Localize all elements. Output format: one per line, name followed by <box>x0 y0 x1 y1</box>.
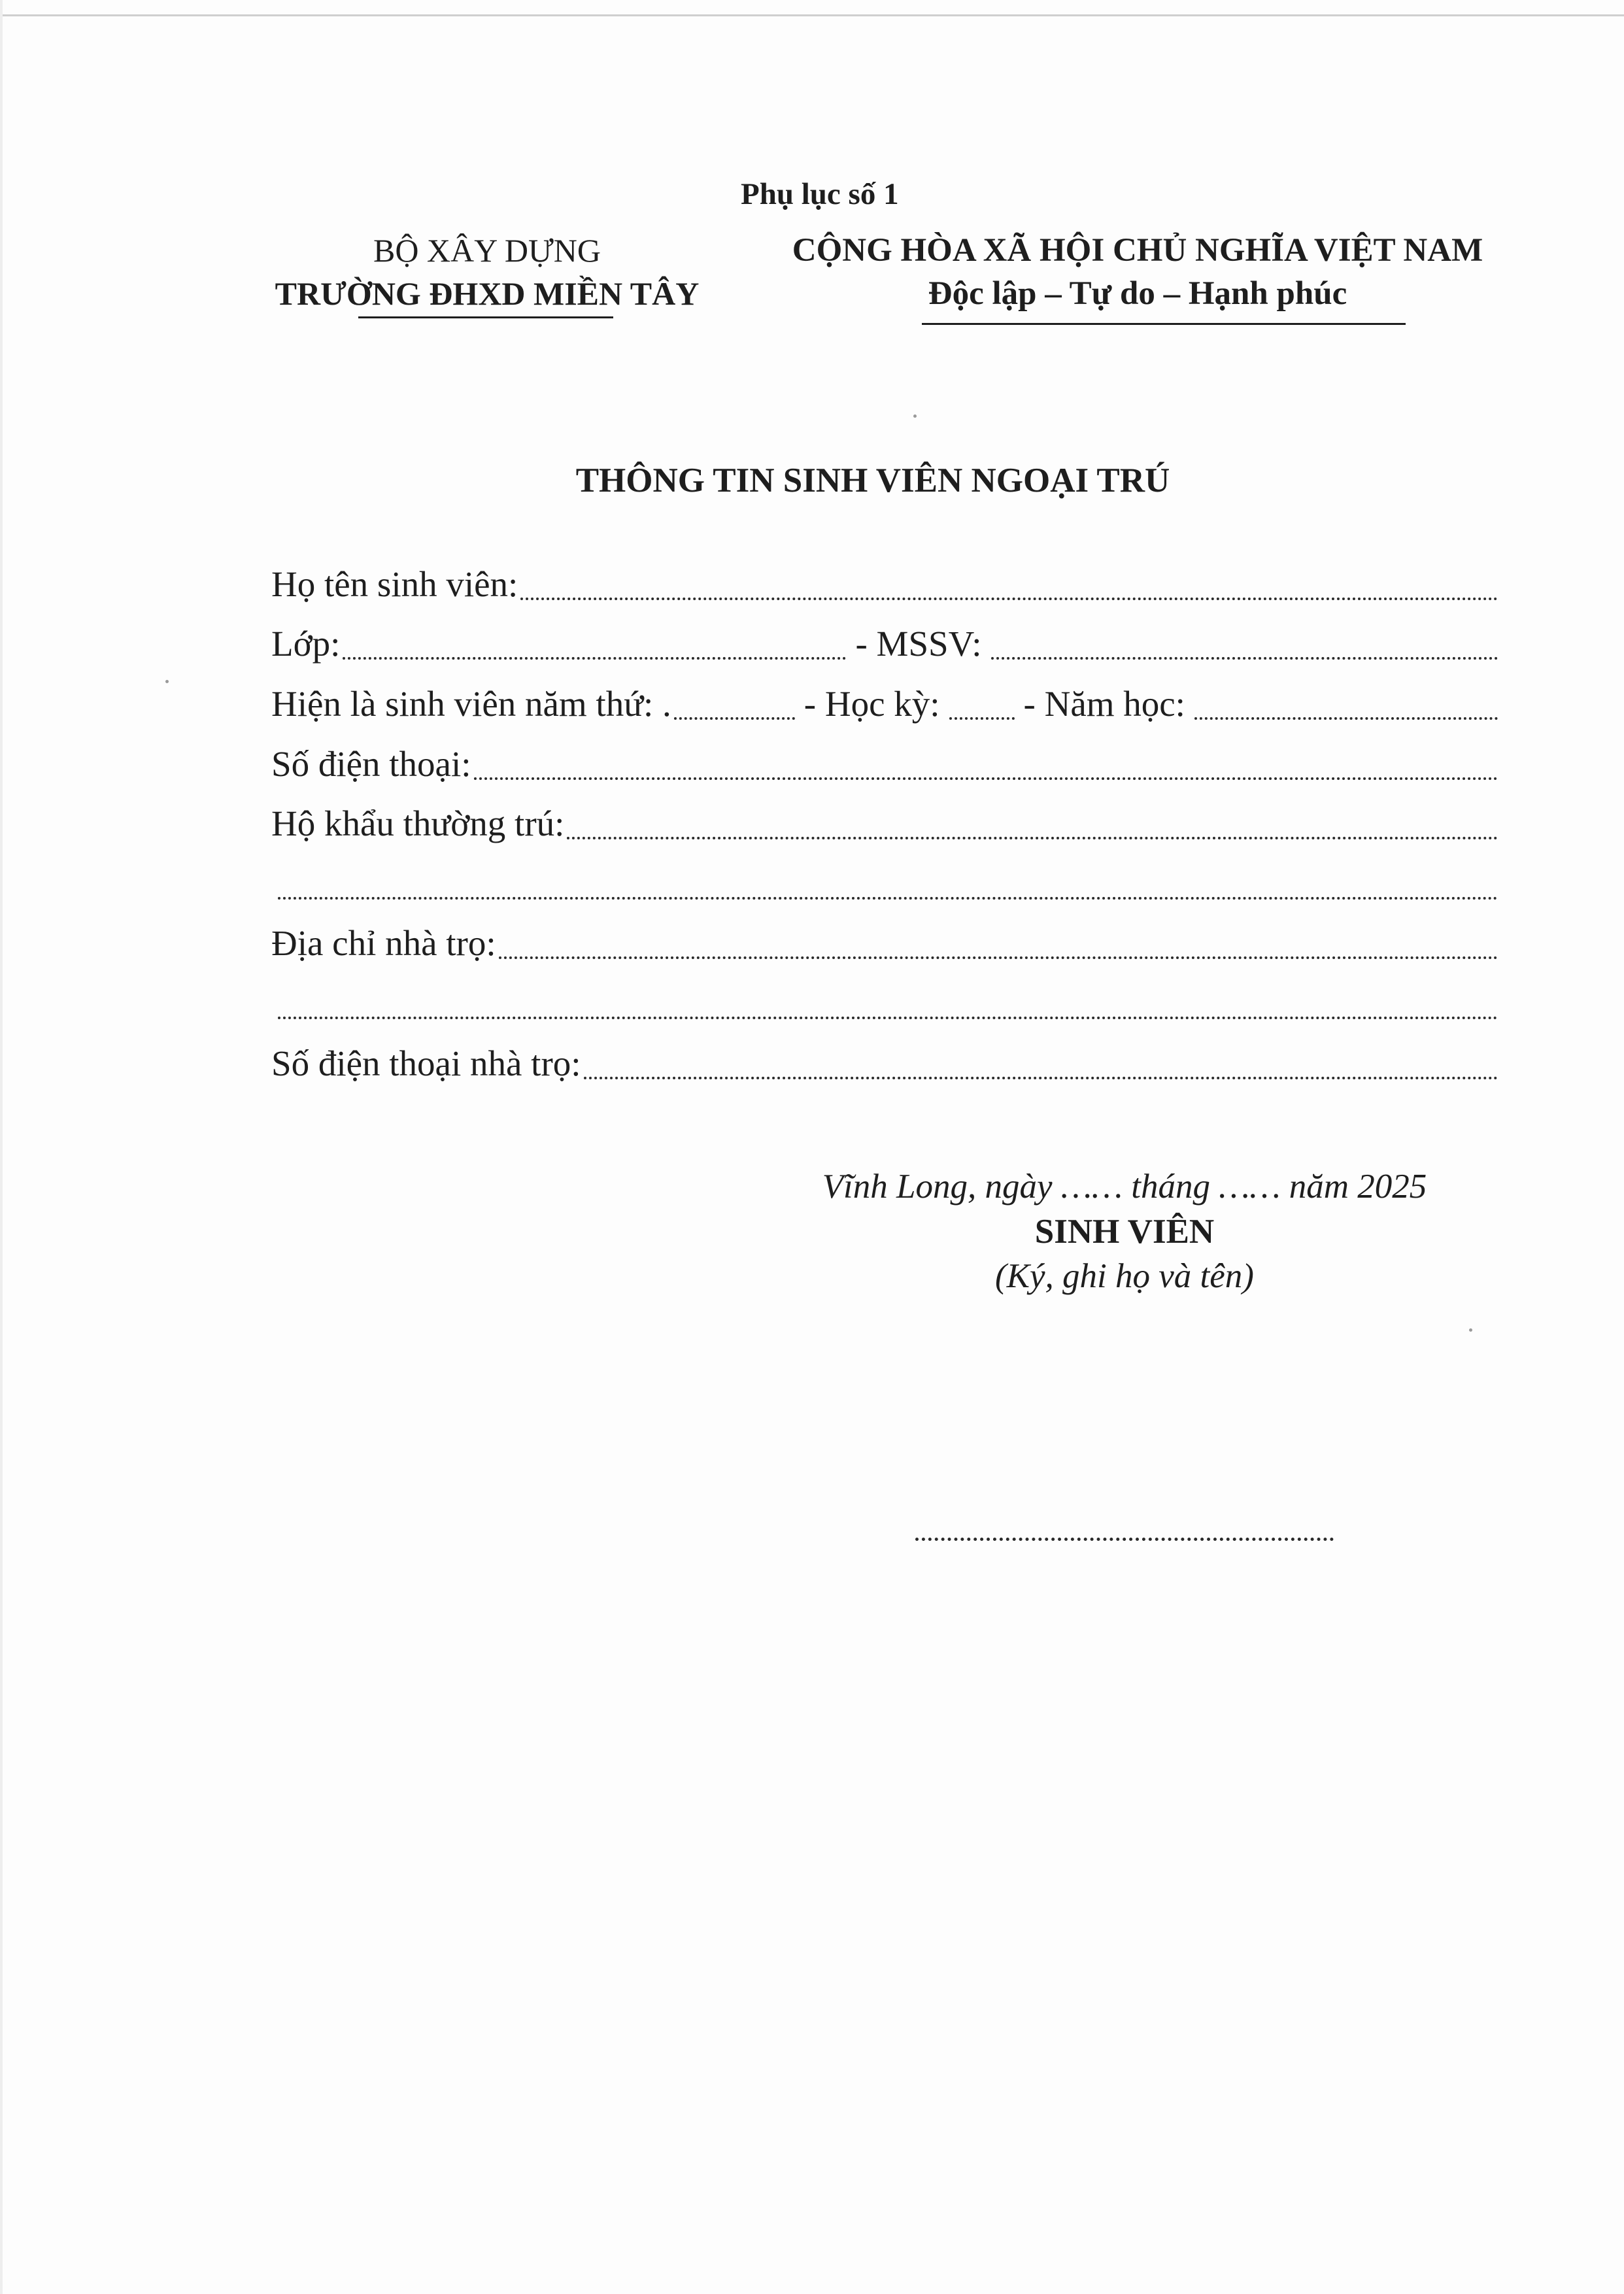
lodging-address-field-line-2[interactable] <box>278 1017 1498 1019</box>
issuer-header <box>252 229 722 315</box>
signature-role: SINH VIÊN <box>1034 1213 1215 1251</box>
scan-speck <box>1469 1328 1472 1332</box>
national-header <box>765 229 1510 315</box>
lodging-address-row-2 <box>271 983 1500 1028</box>
signature-date-line: Vĩnh Long, ngày …… tháng …… năm 2025 <box>822 1168 1427 1206</box>
student-id-field[interactable] <box>991 657 1498 660</box>
class-field[interactable] <box>343 657 846 660</box>
nation-name: CỘNG HÒA XÃ HỘI CHỦ NGHĨA VIỆT NAM <box>792 232 1483 269</box>
signature-block <box>752 1164 1497 1298</box>
phone-label: Số điện thoại: <box>271 744 471 784</box>
lodging-phone-label: Số điện thoại nhà trọ: <box>271 1043 581 1083</box>
form-title: THÔNG TIN SINH VIÊN NGOẠI TRÚ <box>575 462 1170 499</box>
scan-speck <box>913 414 917 418</box>
year-of-study-field[interactable] <box>674 717 795 720</box>
phone-row <box>271 743 1500 789</box>
phone-field[interactable] <box>474 777 1498 780</box>
academic-year-field[interactable] <box>1194 717 1498 720</box>
school-name: TRƯỜNG ĐHXD MIỀN TÂY <box>275 275 700 312</box>
student-name-label: Họ tên sinh viên: <box>271 564 518 604</box>
class-id-row <box>271 623 1500 669</box>
scan-edge-left <box>0 0 3 2294</box>
year-of-study-label: Hiện là sinh viên năm thứ: . <box>271 684 671 724</box>
lodging-phone-field[interactable] <box>584 1077 1498 1079</box>
signature-line[interactable] <box>915 1538 1334 1541</box>
study-period-row <box>271 683 1500 729</box>
student-name-row <box>271 564 1500 609</box>
student-id-label: - MSSV: <box>855 624 982 664</box>
signature-note: (Ký, ghi họ và tên) <box>995 1257 1254 1295</box>
issuer-underline <box>358 316 613 318</box>
permanent-address-field-line-2[interactable] <box>278 897 1498 900</box>
semester-label: - Học kỳ: <box>804 684 940 724</box>
permanent-address-field[interactable] <box>567 837 1498 839</box>
appendix-label: Phụ lục số 1 <box>741 177 899 211</box>
permanent-address-label: Hộ khẩu thường trú: <box>271 803 565 843</box>
semester-field[interactable] <box>949 717 1015 720</box>
class-label: Lớp: <box>271 624 341 664</box>
ministry-name: BỘ XÂY DỰNG <box>373 232 601 269</box>
permanent-address-row <box>271 803 1500 849</box>
lodging-address-field[interactable] <box>499 956 1498 959</box>
lodging-phone-row <box>271 1043 1500 1088</box>
academic-year-label: - Năm học: <box>1023 684 1185 724</box>
student-name-field[interactable] <box>520 598 1498 600</box>
motto-underline <box>922 323 1406 325</box>
lodging-address-label: Địa chỉ nhà trọ: <box>271 923 496 963</box>
scan-edge-top <box>0 14 1624 16</box>
national-motto: Độc lập – Tự do – Hạnh phúc <box>928 275 1347 312</box>
permanent-address-row-2 <box>271 863 1500 909</box>
lodging-address-row <box>271 922 1500 968</box>
scan-speck <box>165 680 169 683</box>
